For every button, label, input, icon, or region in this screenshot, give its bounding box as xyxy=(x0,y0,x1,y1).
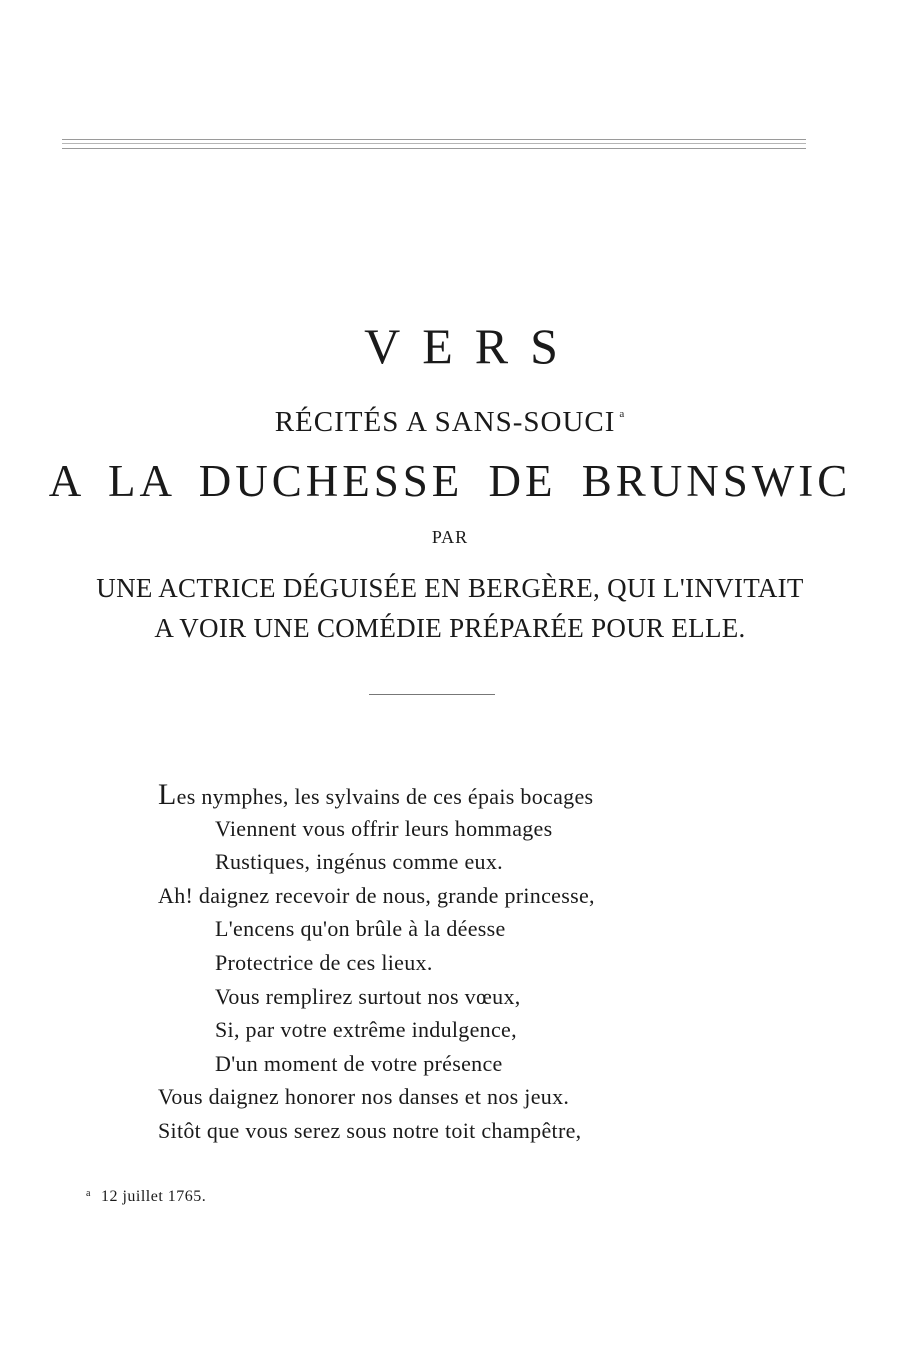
footnote xyxy=(86,1184,206,1207)
subtitle-recites-text: RÉCITÉS A SANS-SOUCI xyxy=(274,406,616,438)
title-actrice-line-2: A VOIR UNE COMÉDIE PRÉPARÉE POUR ELLE. xyxy=(154,613,746,643)
poem-line-10: Vous daignez honorer nos danses et nos jeux. xyxy=(158,1084,570,1110)
poem-line-1 xyxy=(158,778,798,812)
title-vers: VERS xyxy=(364,318,580,374)
poem-line-1-text: es nymphes, les sylvains de ces épais bocages xyxy=(176,784,594,809)
title-par: PAR xyxy=(431,527,469,547)
poem xyxy=(158,778,798,1148)
footnote-reference-mark: a xyxy=(619,408,626,420)
poem-line-3: Rustiques, ingénus comme eux. xyxy=(215,849,503,875)
poem-line-9: D'un moment de votre présence xyxy=(215,1050,503,1076)
footnote-mark: a xyxy=(86,1188,91,1199)
poem-initial-letter: L xyxy=(158,778,177,811)
poem-line-6: Protectrice de ces lieux. xyxy=(215,949,433,975)
poem-line-2: Viennent vous offrir leurs hommages xyxy=(215,815,553,841)
section-divider xyxy=(369,694,495,695)
poem-line-8: Si, par votre extrême indulgence, xyxy=(215,1017,517,1043)
poem-line-7: Vous remplirez surtout nos vœux, xyxy=(215,983,521,1009)
poem-line-4: Ah! daignez recevoir de nous, grande princesse, xyxy=(158,882,595,908)
footnote-text: 12 juillet 1765. xyxy=(100,1188,207,1205)
poem-line-5: L'encens qu'on brûle à la déesse xyxy=(215,916,506,942)
title-duchesse: A LA DUCHESSE DE BRUNSWIC xyxy=(48,456,852,506)
subtitle-recites xyxy=(0,397,900,439)
title-actrice xyxy=(0,568,900,648)
poem-line-11: Sitôt que vous serez sous notre toit champêtre, xyxy=(158,1117,582,1143)
top-double-rule xyxy=(62,139,806,149)
title-actrice-line-1: UNE ACTRICE DÉGUISÉE EN BERGÈRE, QUI L'INVITAIT xyxy=(96,573,804,603)
